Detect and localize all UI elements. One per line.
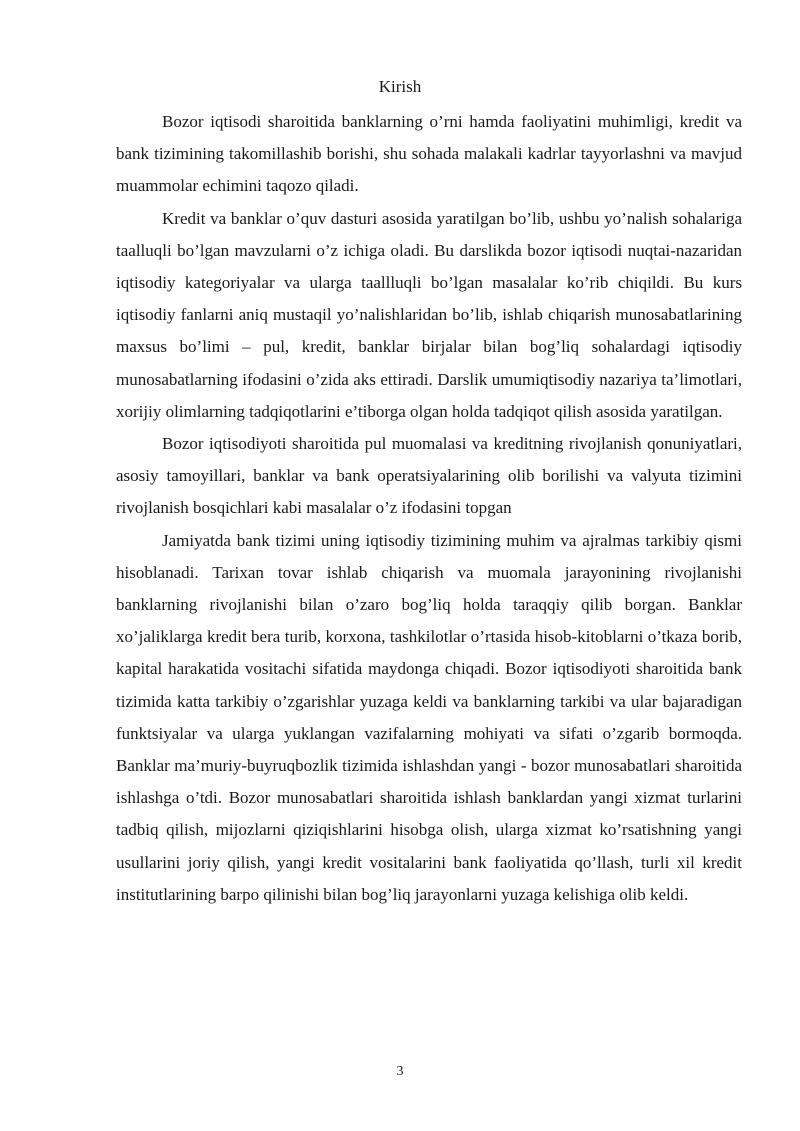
paragraph-1: Bozor iqtisodi sharoitida banklarning o’rni hamda faoliyatini muhimligi, kredit va bank tizimining takomillashib borishi, shu sohada malakali kadrlar tayyorlashni va mavjud muammolar echimini taqozo qiladi. [116,112,742,196]
paragraph-2: Kredit va banklar o’quv dasturi asosida yaratilgan bo’lib, ushbu yo’nalish sohalariga taalluqli bo’lgan mavzularni o’z ichiga oladi. Bu darslikda bozor iqtisodi nuqtai-nazaridan iqtisodiy kategoriyalar va ularga taallluqli bo’lgan masalalar ko’rib chiqildi. Bu kurs iqtisodiy fanlarni aniq mustaqil yo’nalishlaridan bo’lib, ishlab chiqarish munosabatlarining maxsus bo’limi – pul, kredit, banklar birjalar bilan bog’liq sohalardagi iqtisodiy munosabatlarning ifodasini o’zida aks ettiradi. Darslik umumiqtisodiy nazariya ta’limotlari, xorijiy olimlarning tadqiqotlarini e’tiborga olgan holda tadqiqot qilish asosida yaratilgan. [116,208,742,421]
paragraph-3: Bozor iqtisodiyoti sharoitida pul muomalasi va kreditning rivojlanish qonuniyatlari, asosiy tamoyillari, banklar va bank operatsiyalarining olib borilishi va valyuta tizimini rivojlanish bosqichlari kabi masalalar o’z ifodasini topgan [116,434,742,518]
section-title: Kirish [378,77,422,96]
page-number: 3 [396,1064,404,1079]
body-text [116,106,742,911]
paragraph-4: Jamiyatda bank tizimi uning iqtisodiy tizimining muhim va ajralmas tarkibiy qismi hisoblanadi. Tarixan tovar ishlab chiqarish va muomala jarayonining rivojlanishi banklarning rivojlanishi bilan o’zaro bog’liq holda taraqqiy qilib borgan. Banklar xo’jaliklarga kredit bera turib, korxona, tashkilotlar o’rtasida hisob-kitoblarni o’tkaza borib, kapital harakatida vositachi sifatida maydonga chiqadi. Bozor iqtisodiyoti sharoitida bank tizimida katta tarkibiy o’zgarishlar yuzaga keldi va banklarning tarkibi va ular bajaradigan funktsiyalar va ularga yuklangan vazifalarning mohiyati va sifati o’zgarib bormoqda. Banklar ma’muriy-buyruqbozlik tizimida ishlashdan yangi - bozor munosabatlari sharoitida ishlashga o’tdi. Bozor munosabatlari sharoitida ishlash banklardan yangi xizmat turlarini tadbiq qilish, mijozlarni qiziqishlarini hisobga olish, ularga xizmat ko’rsatishning yangi usullarini joriy qilish, yangi kredit vositalarini bank faoliyatida qo’llash, turli xil kredit institutlarining barpo qilinishi bilan bog’liq jarayonlarni yuzaga kelishiga olib keldi. [116,530,742,904]
